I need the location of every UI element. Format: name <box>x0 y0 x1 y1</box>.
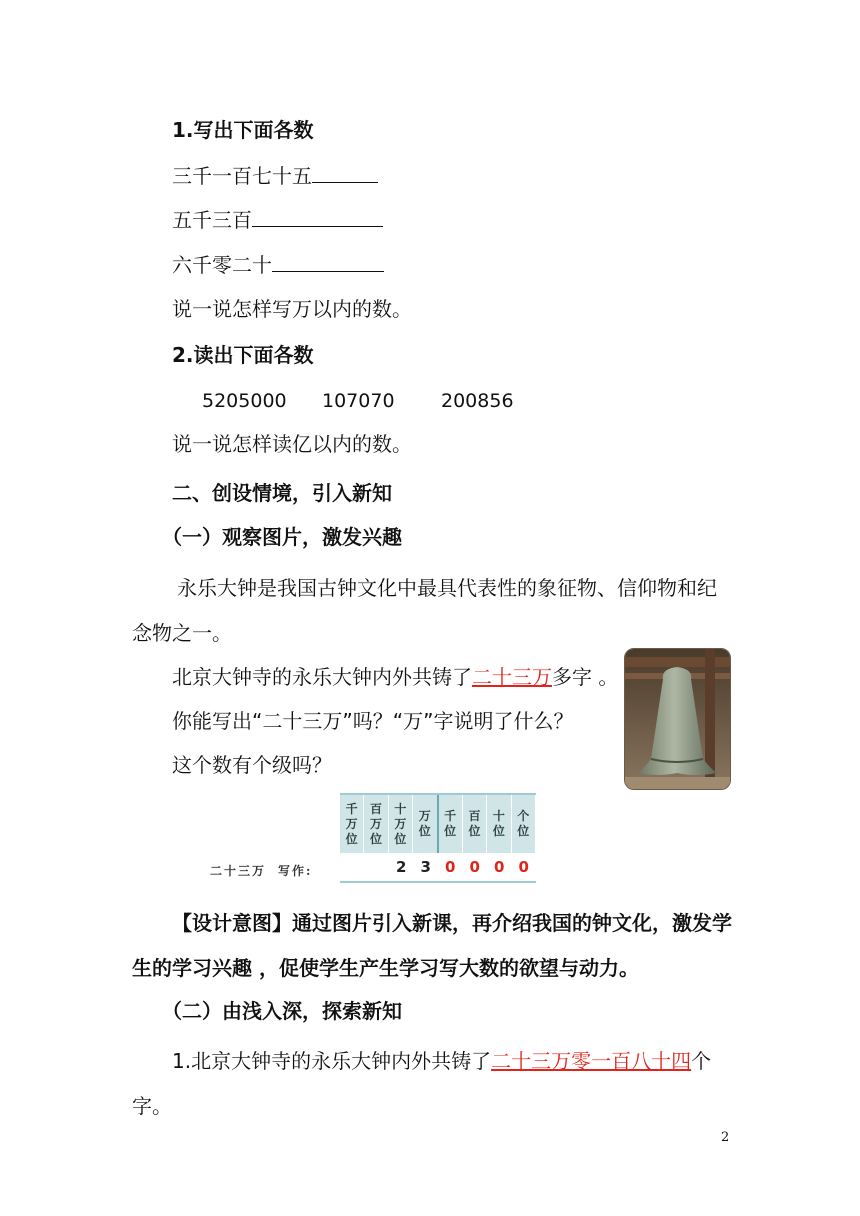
paragraph-1-line-2: 念物之一。 <box>132 621 232 645</box>
section2-question: 说一说怎样读亿以内的数。 <box>172 432 412 456</box>
digit-thousand: 0 <box>445 858 456 876</box>
design-intent-line-2: 生的学习兴趣 ，促使学生产生学习写大数的欲望与动力。 <box>132 956 639 980</box>
bell-photo <box>624 648 731 790</box>
paragraph-4: 这个数有个级吗？ <box>172 753 332 777</box>
paragraph-3: 你能写出“二十三万”吗？“万”字说明了什么？ <box>172 709 574 733</box>
place-value-row <box>340 853 536 883</box>
read-number-3: 200856 <box>441 390 514 412</box>
write-item-3: 六千零二十 <box>172 251 384 278</box>
header-ten-million: 千 万 位 <box>340 795 364 853</box>
header-one: 个 位 <box>512 795 536 853</box>
header-ten: 十 位 <box>487 795 511 853</box>
page-number: 2 <box>721 1130 730 1145</box>
write-item-1: 三千一百七十五 <box>172 162 378 189</box>
section1-heading: 1.写出下面各数 <box>172 118 314 142</box>
highlighted-number: 二十三万 <box>472 665 552 689</box>
paragraph-1-line-1: 永乐大钟是我国古钟文化中最具代表性的象征物、信仰物和纪 <box>177 576 717 600</box>
header-hundred: 百 位 <box>463 795 487 853</box>
header-thousand: 千 位 <box>439 795 463 853</box>
place-value-header <box>340 793 536 853</box>
subheading-1: （一）观察图片，激发兴趣 <box>162 525 402 549</box>
answer-blank[interactable] <box>252 206 383 227</box>
header-hundred-thousand: 十 万 位 <box>389 795 413 853</box>
digit-hundred: 0 <box>469 858 480 876</box>
section1-question: 说一说怎样写万以内的数。 <box>172 297 412 321</box>
digit-hundred-thousand: 2 <box>396 858 407 876</box>
part2-heading: 二、创设情境，引入新知 <box>172 481 392 505</box>
read-number-2: 107070 <box>322 390 395 412</box>
header-million: 百 万 位 <box>364 795 388 853</box>
read-number-1: 5205000 <box>202 390 287 412</box>
design-intent-line-1: 【设计意图】通过图片引入新课，再介绍我国的钟文化，激发学 <box>172 911 732 935</box>
exercise-item-1: 1.北京大钟寺的永乐大钟内外共铸了二十三万零一百八十四个 <box>172 1049 712 1073</box>
digit-one: 0 <box>518 858 529 876</box>
place-value-row-label: 二十三万 写作: <box>210 864 313 878</box>
digit-ten-thousand: 3 <box>420 858 431 876</box>
answer-blank[interactable] <box>272 251 384 272</box>
header-ten-thousand: 万 位 <box>413 795 438 853</box>
place-value-table <box>340 793 536 883</box>
paragraph-2: 北京大钟寺的永乐大钟内外共铸了二十三万多字 。 <box>172 665 619 689</box>
exercise-item-1-line-2: 字。 <box>132 1094 172 1118</box>
write-item-2: 五千三百 <box>172 206 383 233</box>
subheading-2: （二）由浅入深，探索新知 <box>162 999 402 1023</box>
section2-heading: 2.读出下面各数 <box>172 343 314 367</box>
digit-ten: 0 <box>494 858 505 876</box>
answer-blank[interactable] <box>312 162 378 183</box>
highlighted-number: 二十三万零一百八十四 <box>491 1049 692 1073</box>
